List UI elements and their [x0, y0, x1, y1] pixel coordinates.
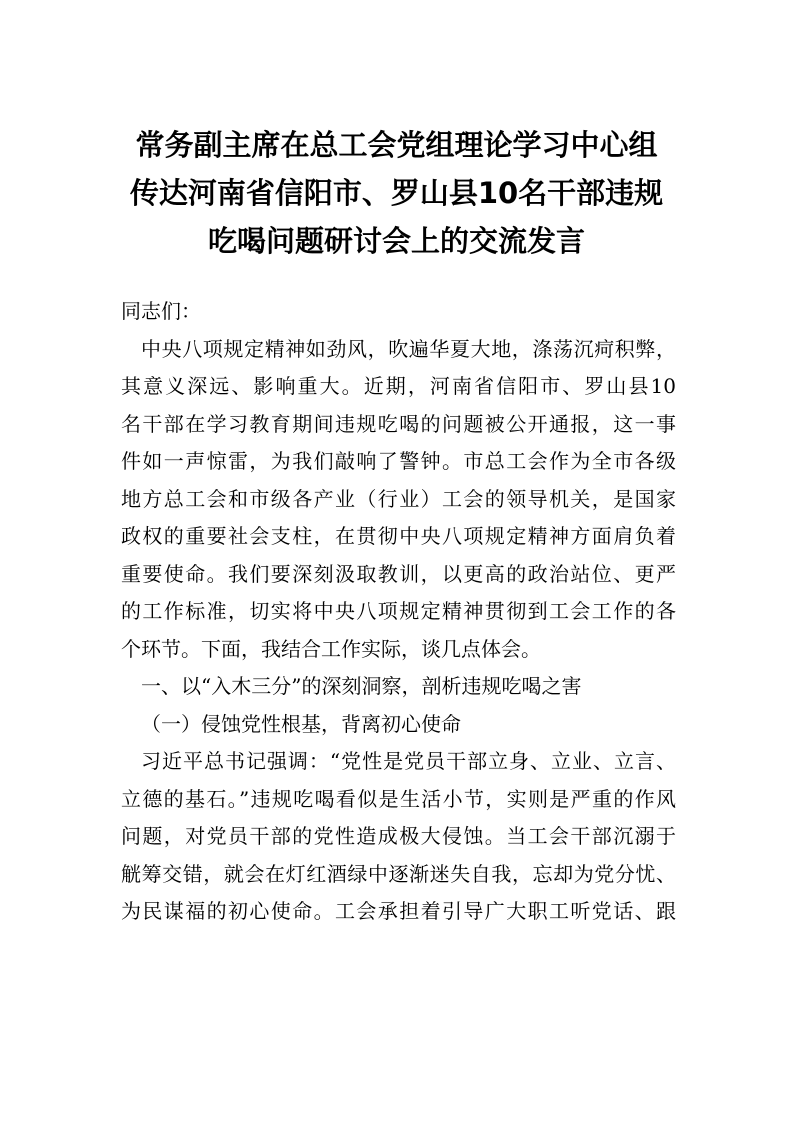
- document-title: [110, 121, 683, 265]
- title-line: 传达河南省信阳市、罗山县10名干部违规: [129, 176, 664, 210]
- title-line: 常务副主席在总工会党组理论学习中心组: [135, 128, 658, 162]
- paragraph-line: 名干部在学习教育期间违规吃喝的问题被公开通报，这一事: [121, 411, 676, 436]
- paragraph-line: 其意义深远、影响重大。近期，河南省信阳市、罗山县10: [121, 374, 676, 398]
- title-line: 吃喝问题研讨会上的交流发言: [207, 224, 585, 258]
- paragraph-line: 觥筹交错，就会在灯红酒绿中逐渐迷失自我，忘却为党分忧、: [121, 861, 676, 886]
- paragraph-line: 问题，对党员干部的党性造成极大侵蚀。当工会干部沉溺于: [121, 824, 676, 848]
- paragraph-line: 的工作标准，切实将中央八项规定精神贯彻到工会工作的各: [121, 599, 676, 623]
- subsection-heading: （一）侵蚀党性根基，背离初心使命: [141, 711, 461, 736]
- paragraph-line: 重要使命。我们要深刻汲取教训，以更高的政治站位、更严: [121, 561, 676, 586]
- paragraph-line: 为民谋福的初心使命。工会承担着引导广大职工听党话、跟: [121, 899, 676, 923]
- paragraph-line: 个环节。下面，我结合工作实际，谈几点体会。: [121, 636, 541, 661]
- paragraph-line: 政权的重要社会支柱，在贯彻中央八项规定精神方面肩负着: [121, 524, 676, 548]
- paragraph-line: 立德的基石。”违规吃喝看似是生活小节，实则是严重的作风: [121, 786, 676, 811]
- paragraph-line: 中央八项规定精神如劲风，吹遍华夏大地，涤荡沉疴积弊，: [141, 336, 676, 361]
- document-body: [121, 293, 676, 931]
- section-heading: 一、以“入木三分”的深刻洞察，剖析违规吃喝之害: [141, 674, 582, 698]
- paragraph-line: 地方总工会和市级各产业（行业）工会的领导机关，是国家: [121, 486, 676, 511]
- paragraph-line: 件如一声惊雷，为我们敲响了警钟。市总工会作为全市各级: [121, 449, 676, 473]
- paragraph-line: 习近平总书记强调：“党性是党员干部立身、立业、立言、: [141, 749, 676, 773]
- salutation: 同志们：: [121, 299, 201, 323]
